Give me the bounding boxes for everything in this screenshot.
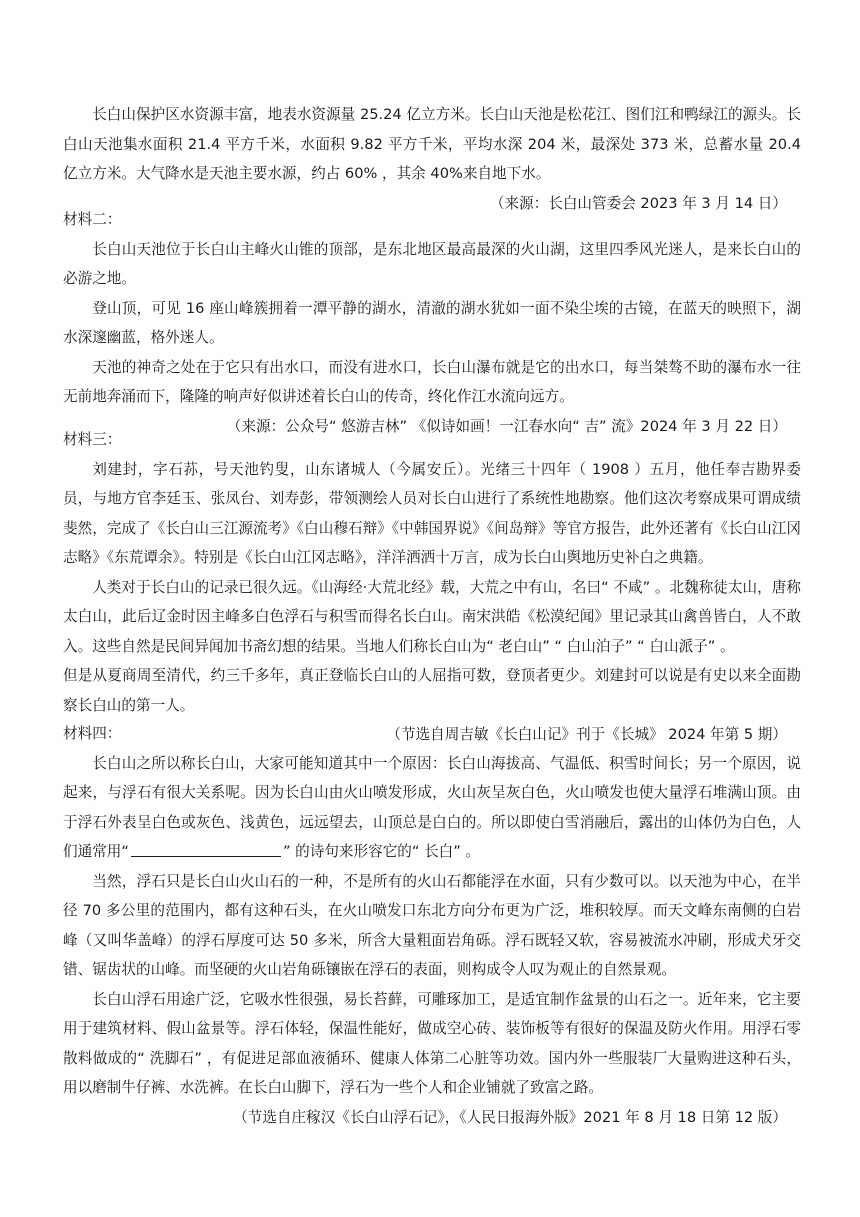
material-two: [63, 205, 801, 441]
material-three-paragraph-3: 但是从夏商周至清代，约三千多年，真正登临长白山的人屈指可数，登顶者更少。刘建封可以说是有史以来全面勘察长白山的第一人。: [63, 667, 801, 714]
material-two-heading: 材料二：: [63, 211, 122, 228]
material-three-paragraph-1: 刘建封，字石荪，号天池钓叟，山东诸城人（今属安丘）。光绪三十四年（ 1908 ）五月，他任奉吉勘界委员，与地方官李廷玉、张凤台、刘寿彭，带领测绘人员对长白山进行了系统性地勘察。他们这次考察成果可谓成绩斐然，完成了《长白山三江源流考》《白山穆石辩》《中韩国界说》《间岛辩》等官方报告，此外还著有《长白山江冈志略》《东荒谭余》。特别是《长白山江冈志略》，洋洋洒洒十万言，成为长白山舆地历史补白之典籍。: [63, 460, 801, 566]
material-four: [63, 719, 801, 1132]
material-four-paragraph-1-before-blank: 长白山之所以称长白山，大家可能知道其中一个原因：长白山海拔高、气温低、积雪时间长；另一个原因，说起来，与浮石有很大关系呢。因为长白山由火山喷发形成，火山灰呈灰白色，火山喷发也使大量浮石堆满山顶。由于浮石外表呈白色或灰色、浅黄色，远远望去，山顶总是白白的。所以即使白雪消融后，露出的山体仍为白色，人们通常用“: [63, 754, 801, 860]
material-one-source: （来源：长白山管委会 2023 年 3 月 14 日）: [489, 194, 787, 212]
material-three: [63, 425, 801, 750]
material-four-paragraph-1-after-blank: ” 的诗句来形容它的“ 长白” 。: [282, 843, 481, 860]
material-three-paragraph-2: 人类对于长白山的记录已很久远。《山海经·大荒北经》载，大荒之中有山，名曰“ 不咸” 。北魏称徒太山，唐称太白山，此后辽金时因主峰多白色浮石与积雪而得名长白山。南宋洪皓《松漠纪闻》里记录其山禽兽皆白，人不敢入。这些自然是民间异闻加书斋幻想的结果。当地人们称长白山为“ 老白山” “ 白山泊子” “ 白山派子” 。: [63, 578, 801, 655]
material-two-source: （来源：公众号“ 悠游吉林” 《似诗如画！一江春水向“ 吉” 流》2024 年 3 月 22 日）: [226, 417, 787, 435]
material-two-paragraph-1: 长白山天池位于长白山主峰火山锥的顶部，是东北地区最高最深的火山湖，这里四季风光迷人，是来长白山的必游之地。: [63, 240, 801, 287]
material-three-source: （节选自周吉敏《长白山记》刊于《长城》 2024 年第 5 期）: [386, 726, 787, 743]
fill-in-blank-line: [131, 842, 281, 857]
material-four-paragraph-3: 长白山浮石用途广泛，它吸水性很强，易长苔藓，可雕琢加工，是适宜制作盆景的山石之一。近年来，它主要用于建筑材料、假山盆景等。浮石体轻，保温性能好，做成空心砖、装饰板等有很好的保温及防火作用。用浮石零散料做成的“ 洗脚石” ，有促进足部血液循环、健康人体第二心脏等功效。国内外一些服装厂大量购进这种石头，用以磨制牛仔裤、水洗裤。在长白山脚下，浮石为一些个人和企业铺就了致富之路。: [63, 990, 801, 1096]
material-one-paragraph-1: 长白山保护区水资源丰富，地表水资源量 25.24 亿立方米。长白山天池是松花江、图们江和鸭绿江的源头。长白山天池集水面积 21.4 平方千米，水面积 9.82 平方千米，平均水深 204 米，最深处 373 米，总蓄水量 20.4 亿立方米。大气降水是天池主要水源，约占 60% ，其余 40%来自地下水。: [63, 106, 801, 182]
material-three-heading: 材料三：: [63, 431, 122, 448]
material-one-text: [63, 100, 801, 218]
material-four-paragraph-1: [63, 749, 801, 867]
material-two-paragraph-2: 登山顶，可见 16 座山峰簇拥着一潭平静的湖水，清澈的湖水犹如一面不染尘埃的古镜，在蓝天的映照下，湖水深邃幽蓝，格外迷人。: [63, 299, 801, 346]
material-four-heading: 材料四：: [63, 725, 122, 742]
material-two-paragraph-3: 天池的神奇之处在于它只有出水口，而没有进水口，长白山瀑布就是它的出水口，每当桀骜不助的瀑布水一往无前地奔涌而下，隆隆的响声好似讲述着长白山的传奇，终化作江水流向远方。: [63, 358, 801, 405]
material-four-source: （节选自庄稼汉《长白山浮石记》，《人民日报海外版》2021 年 8 月 18 日第 12 版）: [233, 1108, 787, 1126]
material-four-paragraph-2: 当然，浮石只是长白山火山石的一种，不是所有的火山石都能浮在水面，只有少数可以。以天池为中心，在半径 70 多公里的范围内，都有这种石头，在火山喷发口东北方向分布更为广泛，堆积较厚。而天文峰东南侧的白岩峰（又叫华盖峰）的浮石厚度可达 50 多米，所含大量粗面岩角砾。浮石既轻又软，容易被流水冲刷，形成犬牙交错、锯齿状的山峰。而坚硬的火山岩角砾镶嵌在浮石的表面，则构成令人叹为观止的自然景观。: [63, 872, 801, 978]
